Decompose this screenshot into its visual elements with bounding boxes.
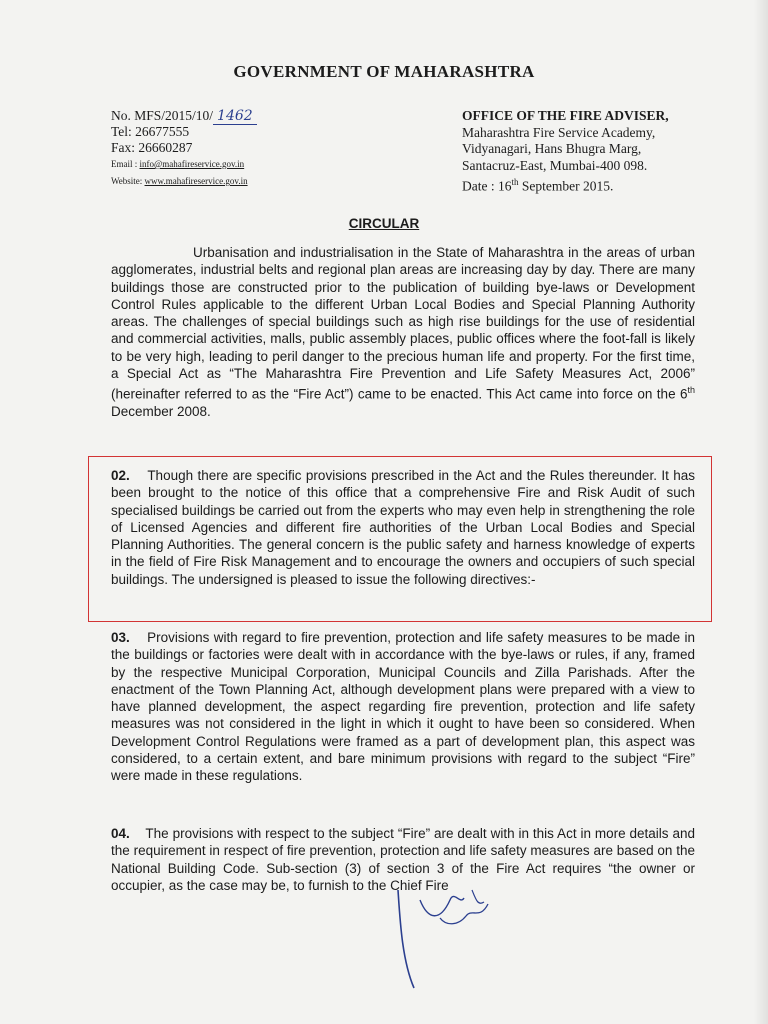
scan-edge-shadow <box>754 0 768 1024</box>
date-prefix: Date : 16 <box>462 178 512 194</box>
email-label: Email : <box>111 159 140 169</box>
paragraph-2 <box>111 467 695 588</box>
email-line <box>111 156 257 173</box>
office-name: OFFICE OF THE FIRE ADVISER, <box>462 108 669 123</box>
date-suffix: September 2015. <box>518 178 614 194</box>
paragraph-2-text: Though there are specific provisions prescribed in the Act and the Rules thereunder. It has been brought to the notice of this office that a comprehensive Fire and Risk Audit of such specialised buildings be carried out from the experts who may even help in strengthening the role of Licensed Agencies and different fire authorities of the Urban Local Bodies and Special Planning Authorities. The general concern is the public safety and harness knowledge of experts in the field of Fire Risk Management and to encourage the owners and occupiers of such special buildings. The undersigned is pleased to issue the following directives:- <box>111 468 695 587</box>
telephone: Tel: 26677555 <box>111 124 190 139</box>
address-line-3: Santacruz-East, Mumbai-400 098. <box>462 157 648 173</box>
reference-number <box>111 108 257 124</box>
paragraph-1-text-end: December 2008. <box>111 404 211 420</box>
paragraph-3-text: Provisions with regard to fire prevention, protection and life safety measures to be made in the buildings or factories were dealt with in accordance with the bye-laws or rules, if any, framed by the respective Municipal Corporation, Municipal Councils and Zilla Parishads. After the enactment of the Town Planning Act, although development plans were prepared with a view to have planned development, the aspect regarding fire prevention, protection and life safety measures was not considered in the light in which it ought to have been so considered. When Development Control Regulations were framed as a part of development plan, this aspect was considered, to a certain extent, and bare minimum provisions with regard to the subject “Fire” were made in these regulations. <box>111 630 695 784</box>
paragraph-2-number: 02. <box>111 468 130 483</box>
paragraph-1-text: Urbanisation and industrialisation in the State of Maharashtra in the areas of urban agglomerates, industrial belts and regional plan areas are increasing day by day. There are many buildings those are constructed prior to the publication of building bye-laws or Development Control Rules applicable to the different Urban Local Bodies and Special Planning Authority areas. The challenges of special buildings such as high rise buildings for the use of residential and commercial activities, malls, public assembly places, public offices where the foot-fall is likely to be very high, leading to peril danger to the precious human life and property. For the first time, a Special Act as “The Maharashtra Fire Prevention and Life Safety Measures Act, 2006” (hereinafter referred to as the “Fire Act”) came to be enacted. This Act came into force on the 6 <box>111 245 695 402</box>
website-link[interactable]: www.mahafireservice.gov.in <box>144 176 248 186</box>
paragraph-3-number: 03. <box>111 630 130 645</box>
office-address-block <box>462 108 669 195</box>
date-superscript: th <box>511 177 519 187</box>
address-line-2: Vidyanagari, Hans Bhugra Marg, <box>462 141 642 156</box>
website-label: Website: <box>111 176 145 186</box>
government-title: GOVERNMENT OF MAHARASHTRA <box>233 62 535 81</box>
circular-heading: CIRCULAR <box>348 216 420 231</box>
address-line-1: Maharashtra Fire Service Academy, <box>462 124 656 140</box>
reference-prefix: No. MFS/2015/10/ <box>111 108 214 123</box>
website-line <box>111 173 257 190</box>
signature-mark <box>380 860 540 1000</box>
paragraph-3 <box>111 629 695 785</box>
paragraph-4-text: The provisions with respect to the subject “Fire” are dealt with in this Act in more details and the requirement in respect of fire prevention, protection and life safety measures are based on the National Building Code. Sub-section (3) of section 3 of the Fire Act requires “the owner or occupier, as the case may be, to furnish to the Chief Fire <box>111 826 695 893</box>
email-link[interactable]: info@mahafireservice.gov.in <box>139 159 245 169</box>
paragraph-4-number: 04. <box>111 826 130 841</box>
fax: Fax: 26660287 <box>111 140 193 155</box>
paragraph-1-superscript: th <box>687 385 695 396</box>
paragraph-1 <box>111 244 695 420</box>
reference-contact-block <box>111 108 257 190</box>
handwritten-reference-number: 1462 <box>213 108 257 125</box>
date-line <box>462 174 669 195</box>
